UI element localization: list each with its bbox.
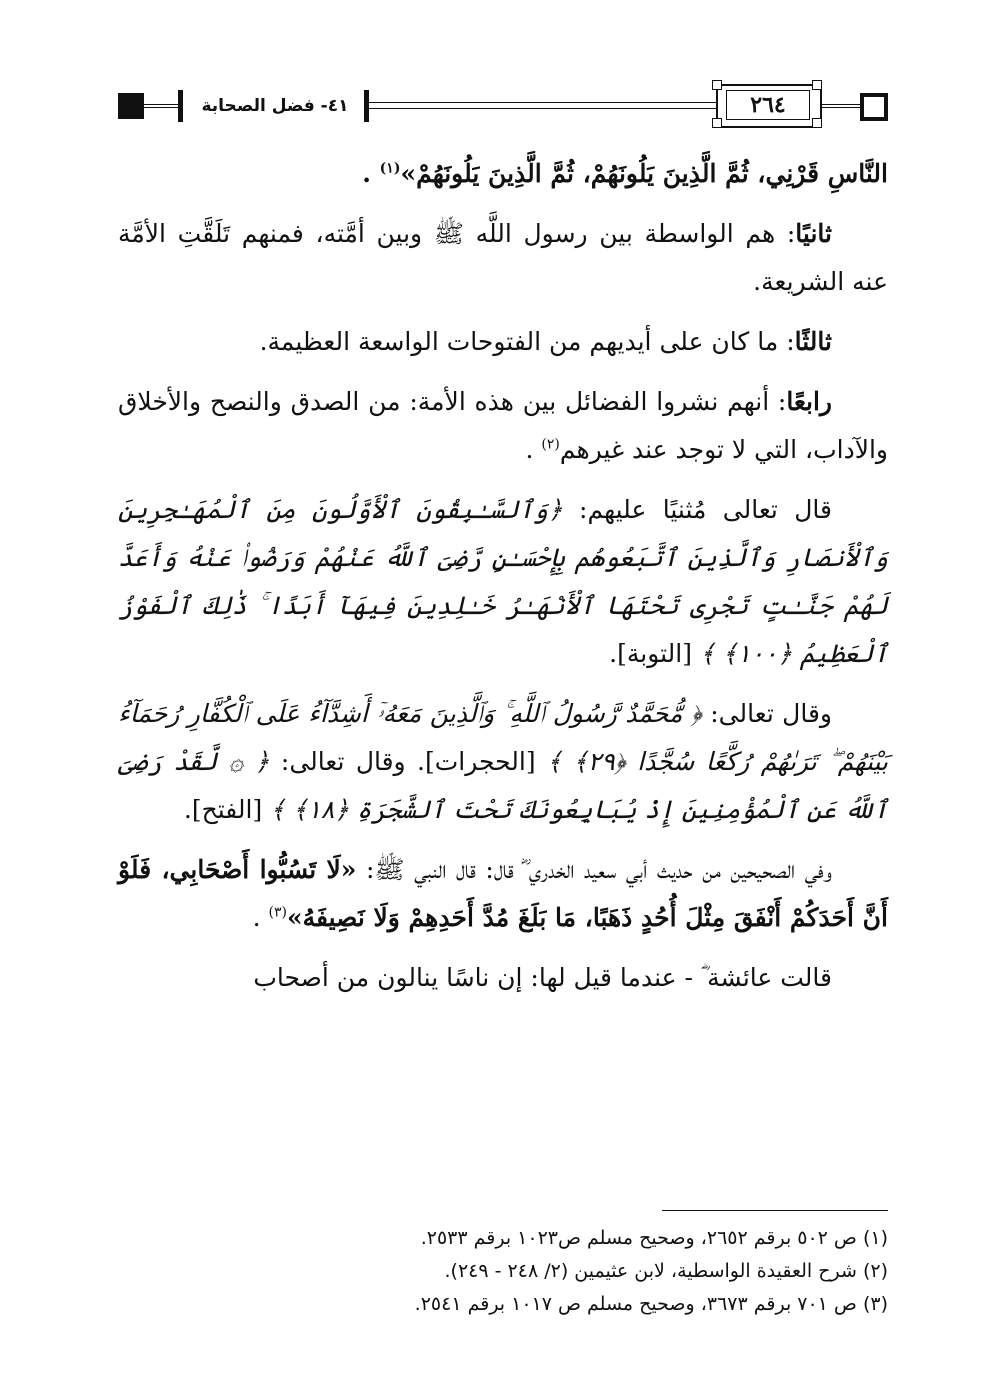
quran-verse: ﴿وَٱلسَّـٰبِقُونَ ٱلْأَوَّلُونَ مِنَ ٱلْمُهَـٰجِرِينَ وَٱلْأَنصَارِ وَٱلَّذِينَ ٱتَّبَعُوهُم بِإِحْسَـٰنٍ رَّضِىَ ٱللَّهُ عَنْهُمْ وَرَضُوا۟ عَنْهُ وَأَعَدَّ لَهُمْ جَنَّـٰتٍ تَجْرِى تَحْتَهَا ٱلْأَنْهَـٰرُ خَـٰلِدِينَ فِيهَآ أَبَدًا ۚ ذَٰلِكَ ٱلْفَوْزُ ٱلْعَظِيمُ ﴿١٠٠﴾ ﴾ [118,495,888,668]
point-label: ثانيًا [795,219,832,248]
header-rule [369,102,716,109]
paragraph-text: : هم الواسطة بين رسول اللَّه ﷺ وبين أمَّته، فمنهم تَلَقَّتِ الأمَّة عنه الشريعة. [118,219,888,296]
footnote-ref: (٣) [268,904,287,921]
page-number-frame [716,84,822,128]
header-square-left [118,93,144,119]
page-number: ٢٦٤ [726,90,810,120]
paragraph-text: وقال تعالى: [701,699,832,728]
frame-corner-ornament [712,118,722,128]
hadith-text: «لَا تَسُبُّوا أَصْحَابِي، فَلَوْ أَنَّ أَحَدَكُمْ أَنْفَقَ مِثْلَ أُحُدٍ ذَهَبًا، مَا بَلَغَ مُدَّ أَحَدِهِمْ وَلَا نَصِيفَهُ» [118,855,888,932]
paragraph-text: : أنهم نشروا الفضائل بين هذه الأمة: من الصدق والنصح والأخلاق والآداب، التي لا توجد عند غيرهم [118,387,888,464]
paragraph-text: قالت عائشة ؓ - عندما قيل لها: إن ناسًا ينالون من أصحاب [253,963,832,992]
paragraph [118,318,888,366]
punctuation: . [525,435,542,464]
frame-corner-ornament [712,80,722,90]
footnote: (٣) ص ٧٠١ برقم ٣٦٧٣، وصحيح مسلم ص ١٠١٧ برقم ٢٥٤١. [414,1293,888,1315]
quran-verse: ﴿ ۞ لَّقَدْ رَضِىَ ٱللَّهُ عَنِ ٱلْمُؤْمِنِينَ إِذْ يُبَايِعُونَكَ تَحْتَ ٱلشَّجَرَةِ ﴿١٨﴾ ﴾ [118,747,888,824]
paragraph [118,690,888,834]
footnote: (٢) شرح العقيدة الواسطية، لابن عثيمين (٢/ ٢٤٨ - ٢٤٩). [444,1260,888,1282]
footnote-ref: (٢) [541,436,560,453]
paragraph [118,954,888,1002]
paragraph [118,846,888,942]
footnotes [118,1222,888,1321]
verse-source: [الفتح]. [183,795,271,824]
paragraph [118,150,888,198]
footnote-ref: (١) [379,160,401,177]
main-text [118,150,888,1014]
paragraph [118,210,888,306]
verse-source: [الحجرات]. وقال تعالى: [269,747,548,776]
point-label: ثالثًا [794,327,832,356]
footnote: (١) ص ٥٠٢ برقم ٢٦٥٢، وصحيح مسلم ص١٠٢٣ برقم ٢٥٣٣. [420,1227,888,1249]
paragraph-text: قال تعالى مُثنيًا عليهم: [562,495,832,524]
footnote-separator [662,1210,888,1211]
frame-corner-ornament [812,118,822,128]
header-bar [178,90,183,122]
point-label: رابعًا [786,387,832,416]
paragraph-text: وفي الصحيحين من حديث أبي سعيد الخدري ؓ قال: قال النبي ﷺ: [356,855,833,884]
punctuation: . [362,159,380,188]
header-square-right [860,93,888,121]
paragraph-text: : ما كان على أيديهم من الفتوحات الواسعة العظيمة. [259,327,795,356]
page-header [118,78,888,134]
paragraph [118,378,888,474]
paragraph [118,486,888,678]
chapter-title: ٤١- فضل الصحابة [201,96,349,116]
header-rule [144,104,180,108]
header-rule [822,104,864,108]
punctuation: . [252,903,269,932]
verse-source: [التوبة]. [609,639,700,668]
hadith-continuation: النَّاسِ قَرْنِي، ثُمَّ الَّذِينَ يَلُونَهُمْ، ثُمَّ الَّذِينَ يَلُونَهُمْ» [400,159,888,188]
quran-verse: ﴿ مُّحَمَّدٌ رَّسُولُ ٱللَّهِ ۚ وَٱلَّذِينَ مَعَهُۥٓ أَشِدَّآءُ عَلَى ٱلْكُفَّارِ رُحَمَآءُ بَيْنَهُمْ ۖ تَرَىٰهُمْ رُكَّعًا سُجَّدًا ﴿٢٩﴾ ﴾ [118,699,889,776]
frame-corner-ornament [812,80,822,90]
